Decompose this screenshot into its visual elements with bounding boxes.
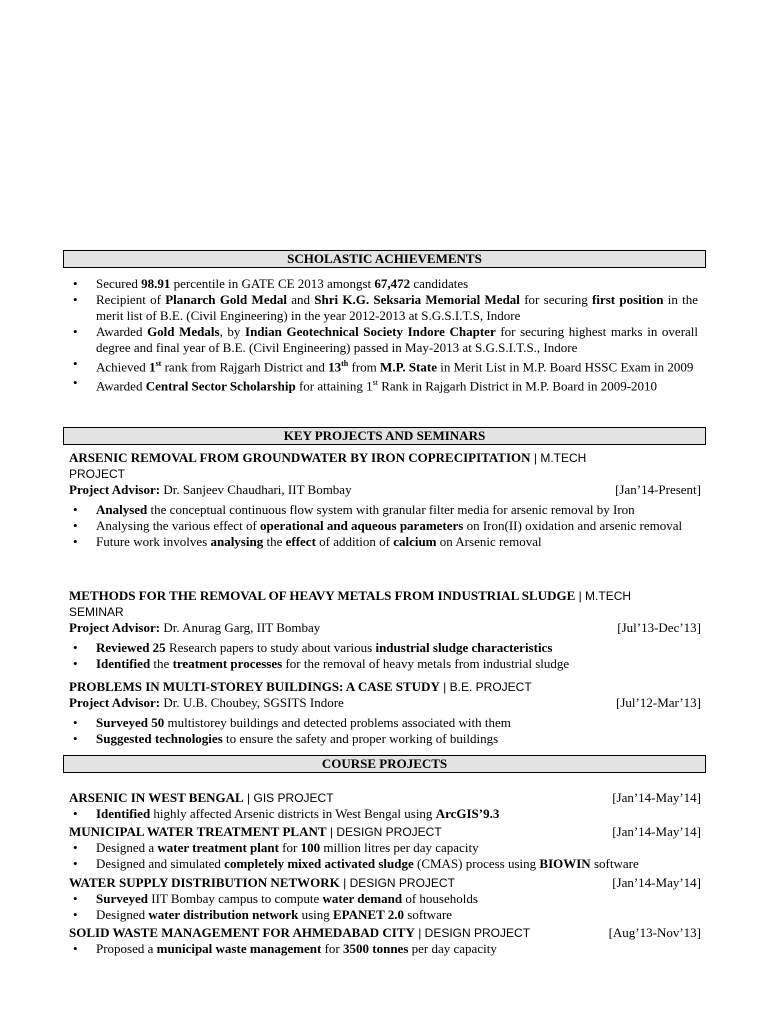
bullet-item bbox=[73, 502, 698, 518]
key-project-1 bbox=[69, 450, 701, 498]
advisor-row bbox=[69, 620, 701, 636]
text-run: for the removal of heavy metals from industrial sludge bbox=[282, 656, 570, 671]
bold-text: 98.91 bbox=[141, 276, 171, 291]
text-run: on Iron(II) oxidation and arsenic removal bbox=[463, 518, 683, 533]
text-run: Future work involves bbox=[96, 534, 211, 549]
separator: | bbox=[414, 926, 425, 940]
bold-text: water distribution network bbox=[148, 907, 299, 922]
bold-text: operational and aqueous parameters bbox=[260, 518, 464, 533]
bold-text: 100 bbox=[300, 840, 321, 855]
scholastic-item bbox=[73, 356, 698, 375]
text-run: in the merit list of B.E. (Civil Engineering) in the year 2012-2013 at S.G.S.I.T.S, Indore bbox=[96, 292, 699, 323]
bold-text: calcium bbox=[393, 534, 437, 549]
bold-text: 1 bbox=[149, 359, 156, 375]
bold-text: Central Sector Scholarship bbox=[145, 378, 296, 394]
bullet-item bbox=[73, 907, 698, 923]
bold-text: completely mixed activated sludge bbox=[224, 856, 414, 871]
bold-text: Surveyed bbox=[96, 891, 148, 906]
bullet-item bbox=[73, 941, 698, 957]
course-4-bullets bbox=[73, 941, 698, 957]
separator: | bbox=[439, 680, 450, 694]
separator: | bbox=[339, 876, 350, 890]
bold-text: 13 bbox=[328, 359, 342, 375]
text-run: the bbox=[263, 534, 286, 549]
bullet-item bbox=[73, 840, 698, 856]
course-1-bullets bbox=[73, 806, 698, 822]
text-run: Proposed a bbox=[96, 941, 157, 956]
course-date: [Aug’13-Nov’13] bbox=[608, 925, 701, 940]
text-run: million litres per day capacity bbox=[320, 840, 479, 855]
text-run: Designed a bbox=[96, 840, 158, 855]
bold-text: municipal waste management bbox=[156, 941, 322, 956]
bold-text: Identified bbox=[96, 656, 151, 671]
bold-text: Reviewed 25 bbox=[96, 640, 166, 655]
bullet-item bbox=[73, 891, 698, 907]
text-run: using bbox=[298, 907, 334, 922]
advisor-row bbox=[69, 482, 701, 498]
project-type-continued: SEMINAR bbox=[69, 605, 124, 619]
course-type: DESIGN PROJECT bbox=[336, 825, 442, 839]
bold-text: analysing bbox=[210, 534, 264, 549]
bold-text: water demand bbox=[322, 891, 403, 906]
bold-text: Gold Medals bbox=[147, 324, 220, 339]
bold-text: M.P. State bbox=[380, 359, 437, 375]
course-project-2 bbox=[69, 824, 701, 840]
text-run: Awarded bbox=[96, 378, 146, 394]
advisor-label: Project Advisor: bbox=[69, 620, 161, 635]
course-project-4 bbox=[69, 925, 701, 941]
project-type: B.E. PROJECT bbox=[449, 680, 532, 694]
course-type: DESIGN PROJECT bbox=[424, 926, 531, 940]
bullet-item bbox=[73, 856, 698, 872]
text-run: the bbox=[150, 656, 173, 671]
section-heading-key-projects: KEY PROJECTS AND SEMINARS bbox=[63, 427, 706, 445]
text-run: and bbox=[286, 292, 315, 307]
advisor-name: Dr. Anurag Garg, IIT Bombay bbox=[160, 620, 321, 635]
text-run: Achieved bbox=[96, 359, 150, 375]
text-run: candidates bbox=[410, 276, 469, 291]
text-run: to ensure the safety and proper working of buildings bbox=[222, 731, 499, 746]
separator: | bbox=[530, 451, 541, 465]
section-heading-scholastic: SCHOLASTIC ACHIEVEMENTS bbox=[63, 250, 706, 268]
text-run: Rank in Rajgarh District in M.P. Board in 2009-2010 bbox=[377, 378, 658, 394]
project-2-bullets bbox=[73, 640, 698, 672]
text-run: , by bbox=[219, 324, 246, 339]
bold-text: Planarch Gold Medal bbox=[165, 292, 287, 307]
course-date: [Jan’14-May’14] bbox=[612, 790, 701, 805]
course-title: SOLID WASTE MANAGEMENT FOR AHMEDABAD CITY bbox=[69, 925, 415, 940]
text-run: per day capacity bbox=[408, 941, 497, 956]
course-date: [Jan’14-May’14] bbox=[612, 875, 701, 890]
key-project-3 bbox=[69, 679, 701, 711]
text-run: for attaining 1 bbox=[295, 378, 373, 394]
bold-text: Shri K.G. Seksaria Memorial Medal bbox=[314, 292, 520, 307]
text-run: Recipient of bbox=[96, 292, 166, 307]
bold-text: first position bbox=[591, 292, 664, 307]
course-title: MUNICIPAL WATER TREATMENT PLANT bbox=[69, 824, 327, 839]
bold-text: water treatment plant bbox=[157, 840, 279, 855]
project-title: ARSENIC REMOVAL FROM GROUNDWATER BY IRON COPRECIPITATION bbox=[69, 450, 531, 465]
text-run: software bbox=[590, 856, 639, 871]
key-project-2 bbox=[69, 588, 701, 636]
bold-text: industrial sludge characteristics bbox=[375, 640, 553, 655]
advisor-name: Dr. U.B. Choubey, SGSITS Indore bbox=[160, 695, 344, 710]
course-project-1 bbox=[69, 790, 701, 806]
bold-text: EPANET 2.0 bbox=[333, 907, 405, 922]
bold-text: Surveyed 50 bbox=[96, 715, 165, 730]
text-run: of addition of bbox=[315, 534, 394, 549]
bold-text: ArcGIS’9.3 bbox=[435, 806, 500, 821]
bullet-item bbox=[73, 534, 698, 550]
text-run: IIT Bombay campus to compute bbox=[148, 891, 323, 906]
project-title: METHODS FOR THE REMOVAL OF HEAVY METALS FROM INDUSTRIAL SLUDGE bbox=[69, 588, 576, 603]
bold-text: effect bbox=[285, 534, 316, 549]
scholastic-item bbox=[73, 276, 698, 292]
course-2-bullets bbox=[73, 840, 698, 872]
text-run: in Merit List in M.P. Board HSSC Exam in 2009 bbox=[436, 359, 694, 375]
course-title: ARSENIC IN WEST BENGAL bbox=[69, 790, 244, 805]
bullet-item bbox=[73, 806, 698, 822]
project-type: M.TECH bbox=[585, 589, 632, 603]
bullet-item bbox=[73, 731, 698, 747]
text-run: for securing bbox=[519, 292, 592, 307]
bullet-item bbox=[73, 656, 698, 672]
text-run: highly affected Arsenic districts in West Bengal using bbox=[150, 806, 436, 821]
project-type: M.TECH bbox=[540, 451, 587, 465]
text-run: Designed and simulated bbox=[96, 856, 225, 871]
project-date: [Jan’14-Present] bbox=[615, 482, 701, 497]
scholastic-item bbox=[73, 375, 698, 394]
bold-text: treatment processes bbox=[172, 656, 283, 671]
course-3-bullets bbox=[73, 891, 698, 923]
advisor-row bbox=[69, 695, 701, 711]
scholastic-item bbox=[73, 324, 698, 356]
advisor-label: Project Advisor: bbox=[69, 482, 161, 497]
separator: | bbox=[243, 791, 254, 805]
advisor-label: Project Advisor: bbox=[69, 695, 161, 710]
course-type: DESIGN PROJECT bbox=[349, 876, 455, 890]
text-run: from bbox=[348, 359, 381, 375]
text-run: on Arsenic removal bbox=[436, 534, 542, 549]
advisor-name: Dr. Sanjeev Chaudhari, IIT Bombay bbox=[160, 482, 352, 497]
text-run: Research papers to study about various bbox=[165, 640, 376, 655]
course-date: [Jan’14-May’14] bbox=[612, 824, 701, 839]
project-date: [Jul’12-Mar’13] bbox=[616, 695, 701, 710]
bold-text: BIOWIN bbox=[539, 856, 591, 871]
text-run: st bbox=[372, 378, 378, 388]
text-run: for securing highest marks in overall degree and final year of B.E. (Civil Engineering) passed in May-2013 at S.G.S.I.T.S., Indore bbox=[96, 324, 699, 355]
bold-text: Analysed bbox=[96, 502, 148, 517]
project-date: [Jul’13-Dec’13] bbox=[617, 620, 701, 635]
text-run: Awarded bbox=[96, 324, 148, 339]
text-run: Secured bbox=[96, 276, 142, 291]
separator: | bbox=[326, 825, 337, 839]
project-3-bullets bbox=[73, 715, 698, 747]
bold-text: 67,472 bbox=[374, 276, 411, 291]
text-run: (CMAS) process using bbox=[413, 856, 540, 871]
text-run: of households bbox=[402, 891, 478, 906]
course-title: WATER SUPPLY DISTRIBUTION NETWORK bbox=[69, 875, 340, 890]
text-run: rank from Rajgarh District and bbox=[161, 359, 329, 375]
text-run: software bbox=[404, 907, 453, 922]
text-run: for bbox=[278, 840, 301, 855]
bold-text: Identified bbox=[96, 806, 151, 821]
text-run: for bbox=[321, 941, 344, 956]
project-type-continued: PROJECT bbox=[69, 467, 126, 481]
separator: | bbox=[575, 589, 586, 603]
project-1-bullets bbox=[73, 502, 698, 550]
text-run: Designed bbox=[96, 907, 149, 922]
scholastic-list bbox=[73, 276, 698, 395]
bold-text: Indian Geotechnical Society Indore Chapter bbox=[245, 324, 496, 339]
bullet-item bbox=[73, 640, 698, 656]
bullet-item bbox=[73, 715, 698, 731]
text-run: percentile in GATE CE 2013 amongst bbox=[170, 276, 375, 291]
project-title: PROBLEMS IN MULTI-STOREY BUILDINGS: A CASE STUDY bbox=[69, 679, 440, 694]
bullet-item bbox=[73, 518, 698, 534]
bold-text: 3500 tonnes bbox=[343, 941, 409, 956]
bold-text: Suggested technologies bbox=[96, 731, 223, 746]
bold-text: th bbox=[341, 359, 349, 368]
text-run: the conceptual continuous flow system with granular filter media for arsenic removal by Iron bbox=[147, 502, 635, 517]
course-project-3 bbox=[69, 875, 701, 891]
text-run: Analysing the various effect of bbox=[96, 518, 261, 533]
section-heading-course-projects: COURSE PROJECTS bbox=[63, 755, 706, 773]
course-type: GIS PROJECT bbox=[253, 791, 334, 805]
text-run: multistorey buildings and detected problems associated with them bbox=[164, 715, 511, 730]
bold-text: st bbox=[155, 359, 162, 368]
scholastic-item bbox=[73, 292, 698, 324]
